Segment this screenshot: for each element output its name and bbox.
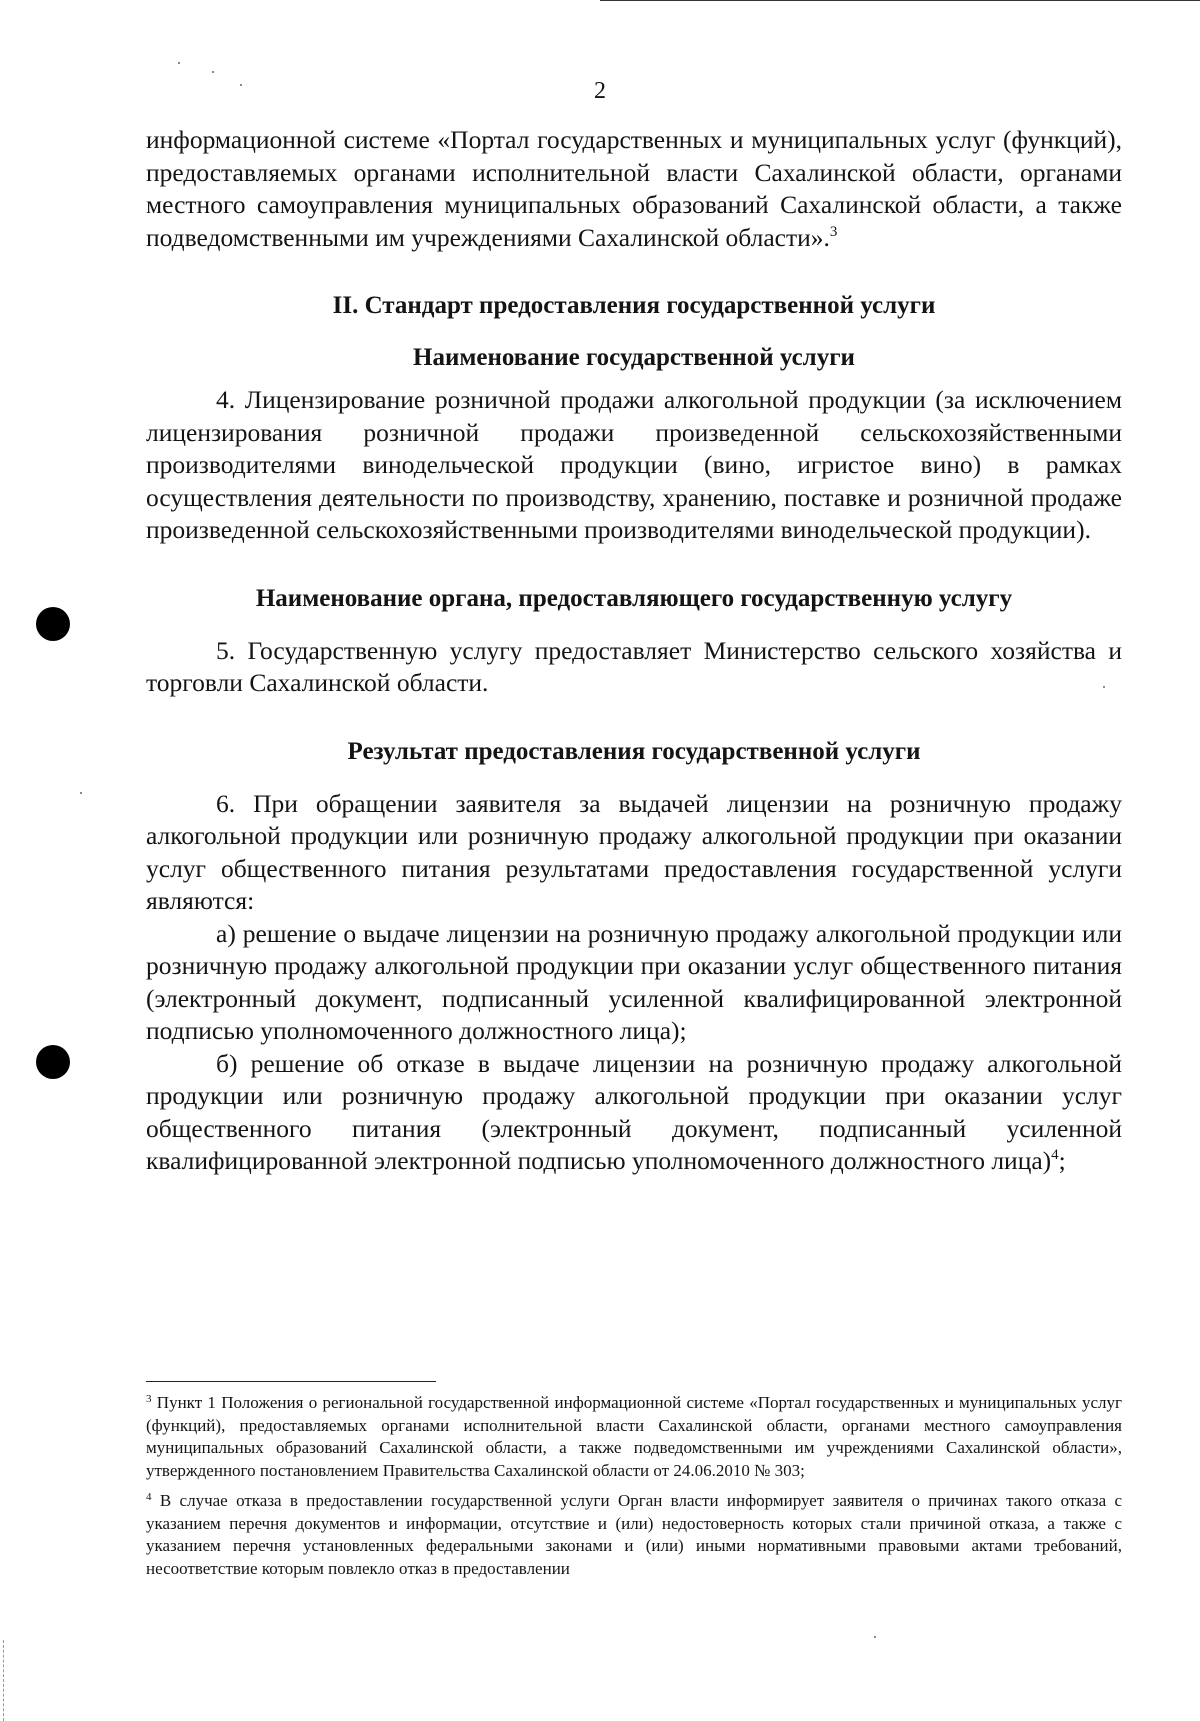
- paragraph-6a: а) решение о выдаче лицензии на розничную продажу алкогольной продукции или розничную продажу алкогольной продукции при оказании услуг общественного питания (электронный документ, подписанный усиленной квалифицированной электронной подписью уполномоченного должностного лица);: [146, 918, 1122, 1045]
- paragraph-6b: [146, 1048, 1122, 1178]
- footnote-separator: [146, 1381, 436, 1382]
- paragraph-6b-text: б) решение об отказе в выдаче лицензии на розничную продажу алкогольной продукции или розничную продажу алкогольной продукции при оказании услуг общественного питания (электронный документ, подписанный усиленной квалифицированной электронной подписью уполномоченного должностного лица): [146, 1048, 1122, 1175]
- punch-hole: [36, 1045, 70, 1079]
- scan-speck: [212, 71, 214, 73]
- scan-speck: [80, 792, 82, 794]
- document-body: [146, 124, 1122, 1178]
- footnote-4: [146, 1490, 1122, 1580]
- footnote-mark: 4: [146, 1491, 152, 1503]
- footnote-text: Пункт 1 Положения о региональной государственной информационной системе «Портал государственных и муниципальных услуг (функций), предоставляемых органами исполнительной власти Сахалинской области, органами местного самоуправления муниципальных образований Сахалинской области, а также подведомственными им учреждениями Сахалинской области», утвержденного постановлением Правительства Сахалинской области от 24.06.2010 № 303;: [146, 1393, 1123, 1480]
- paragraph-4: 4. Лицензирование розничной продажи алкогольной продукции (за исключением лицензирования розничной продажи произведенной сельскохозяйственными производителями винодельческой продукции (вино, игристое вино) в рамках осуществления деятельности по производству, хранению, поставке и розничной продаже произведенной сельскохозяйственными производителями винодельческой продукции).: [146, 385, 1122, 544]
- heading-body-name: Наименование органа, предоставляющего государственную услугу: [255, 584, 1013, 612]
- scan-left-edge: [3, 1640, 4, 1721]
- footnotes: [146, 1392, 1122, 1580]
- page-number: 2: [594, 78, 606, 104]
- scan-speck: [874, 1636, 876, 1638]
- footnote-ref-4: 4: [1051, 1147, 1059, 1163]
- footnote-3: [146, 1392, 1122, 1482]
- intro-text: информационной системе «Портал государственных и муниципальных услуг (функций), предоставляемых органами исполнительной власти Сахалинской области, органами местного самоуправления муниципальных образований Сахалинской области, а также подведомственными им учреждениями Сахалинской области».: [146, 125, 1122, 252]
- intro-paragraph: [146, 124, 1122, 254]
- heading-result: Результат предоставления государственной услуги: [347, 737, 921, 765]
- footnote-text: В случае отказа в предоставлении государственной услуги Орган власти информирует заявителя о причинах такого отказа с указанием перечня документов и информации, отсутствие и (или) недостоверность которых стали причиной отказа, а также с указанием перечня установленных федеральными законами и (или) иными нормативными правовыми актами требований, несоответствие которым повлекло отказ в предоставлении: [146, 1491, 1123, 1578]
- heading-service-name: Наименование государственной услуги: [413, 344, 855, 371]
- paragraph-6b-tail: ;: [1058, 1146, 1066, 1175]
- paragraph-5: 5. Государственную услугу предоставляет Министерство сельского хозяйства и торговли Сахалинской области.: [146, 635, 1122, 697]
- section-title: II. Стандарт предоставления государственной услуги: [332, 292, 936, 319]
- footnote-mark: 3: [146, 1393, 152, 1405]
- scan-speck: [178, 62, 180, 64]
- paragraph-6: 6. При обращении заявителя за выдачей лицензии на розничную продажу алкогольной продукции или розничную продажу алкогольной продукции при оказании услуг общественного питания результатами предоставления государственной услуги являются:: [146, 788, 1122, 915]
- scan-top-edge: [600, 0, 1200, 1]
- punch-hole: [36, 607, 70, 641]
- footnote-ref-3: 3: [829, 223, 838, 240]
